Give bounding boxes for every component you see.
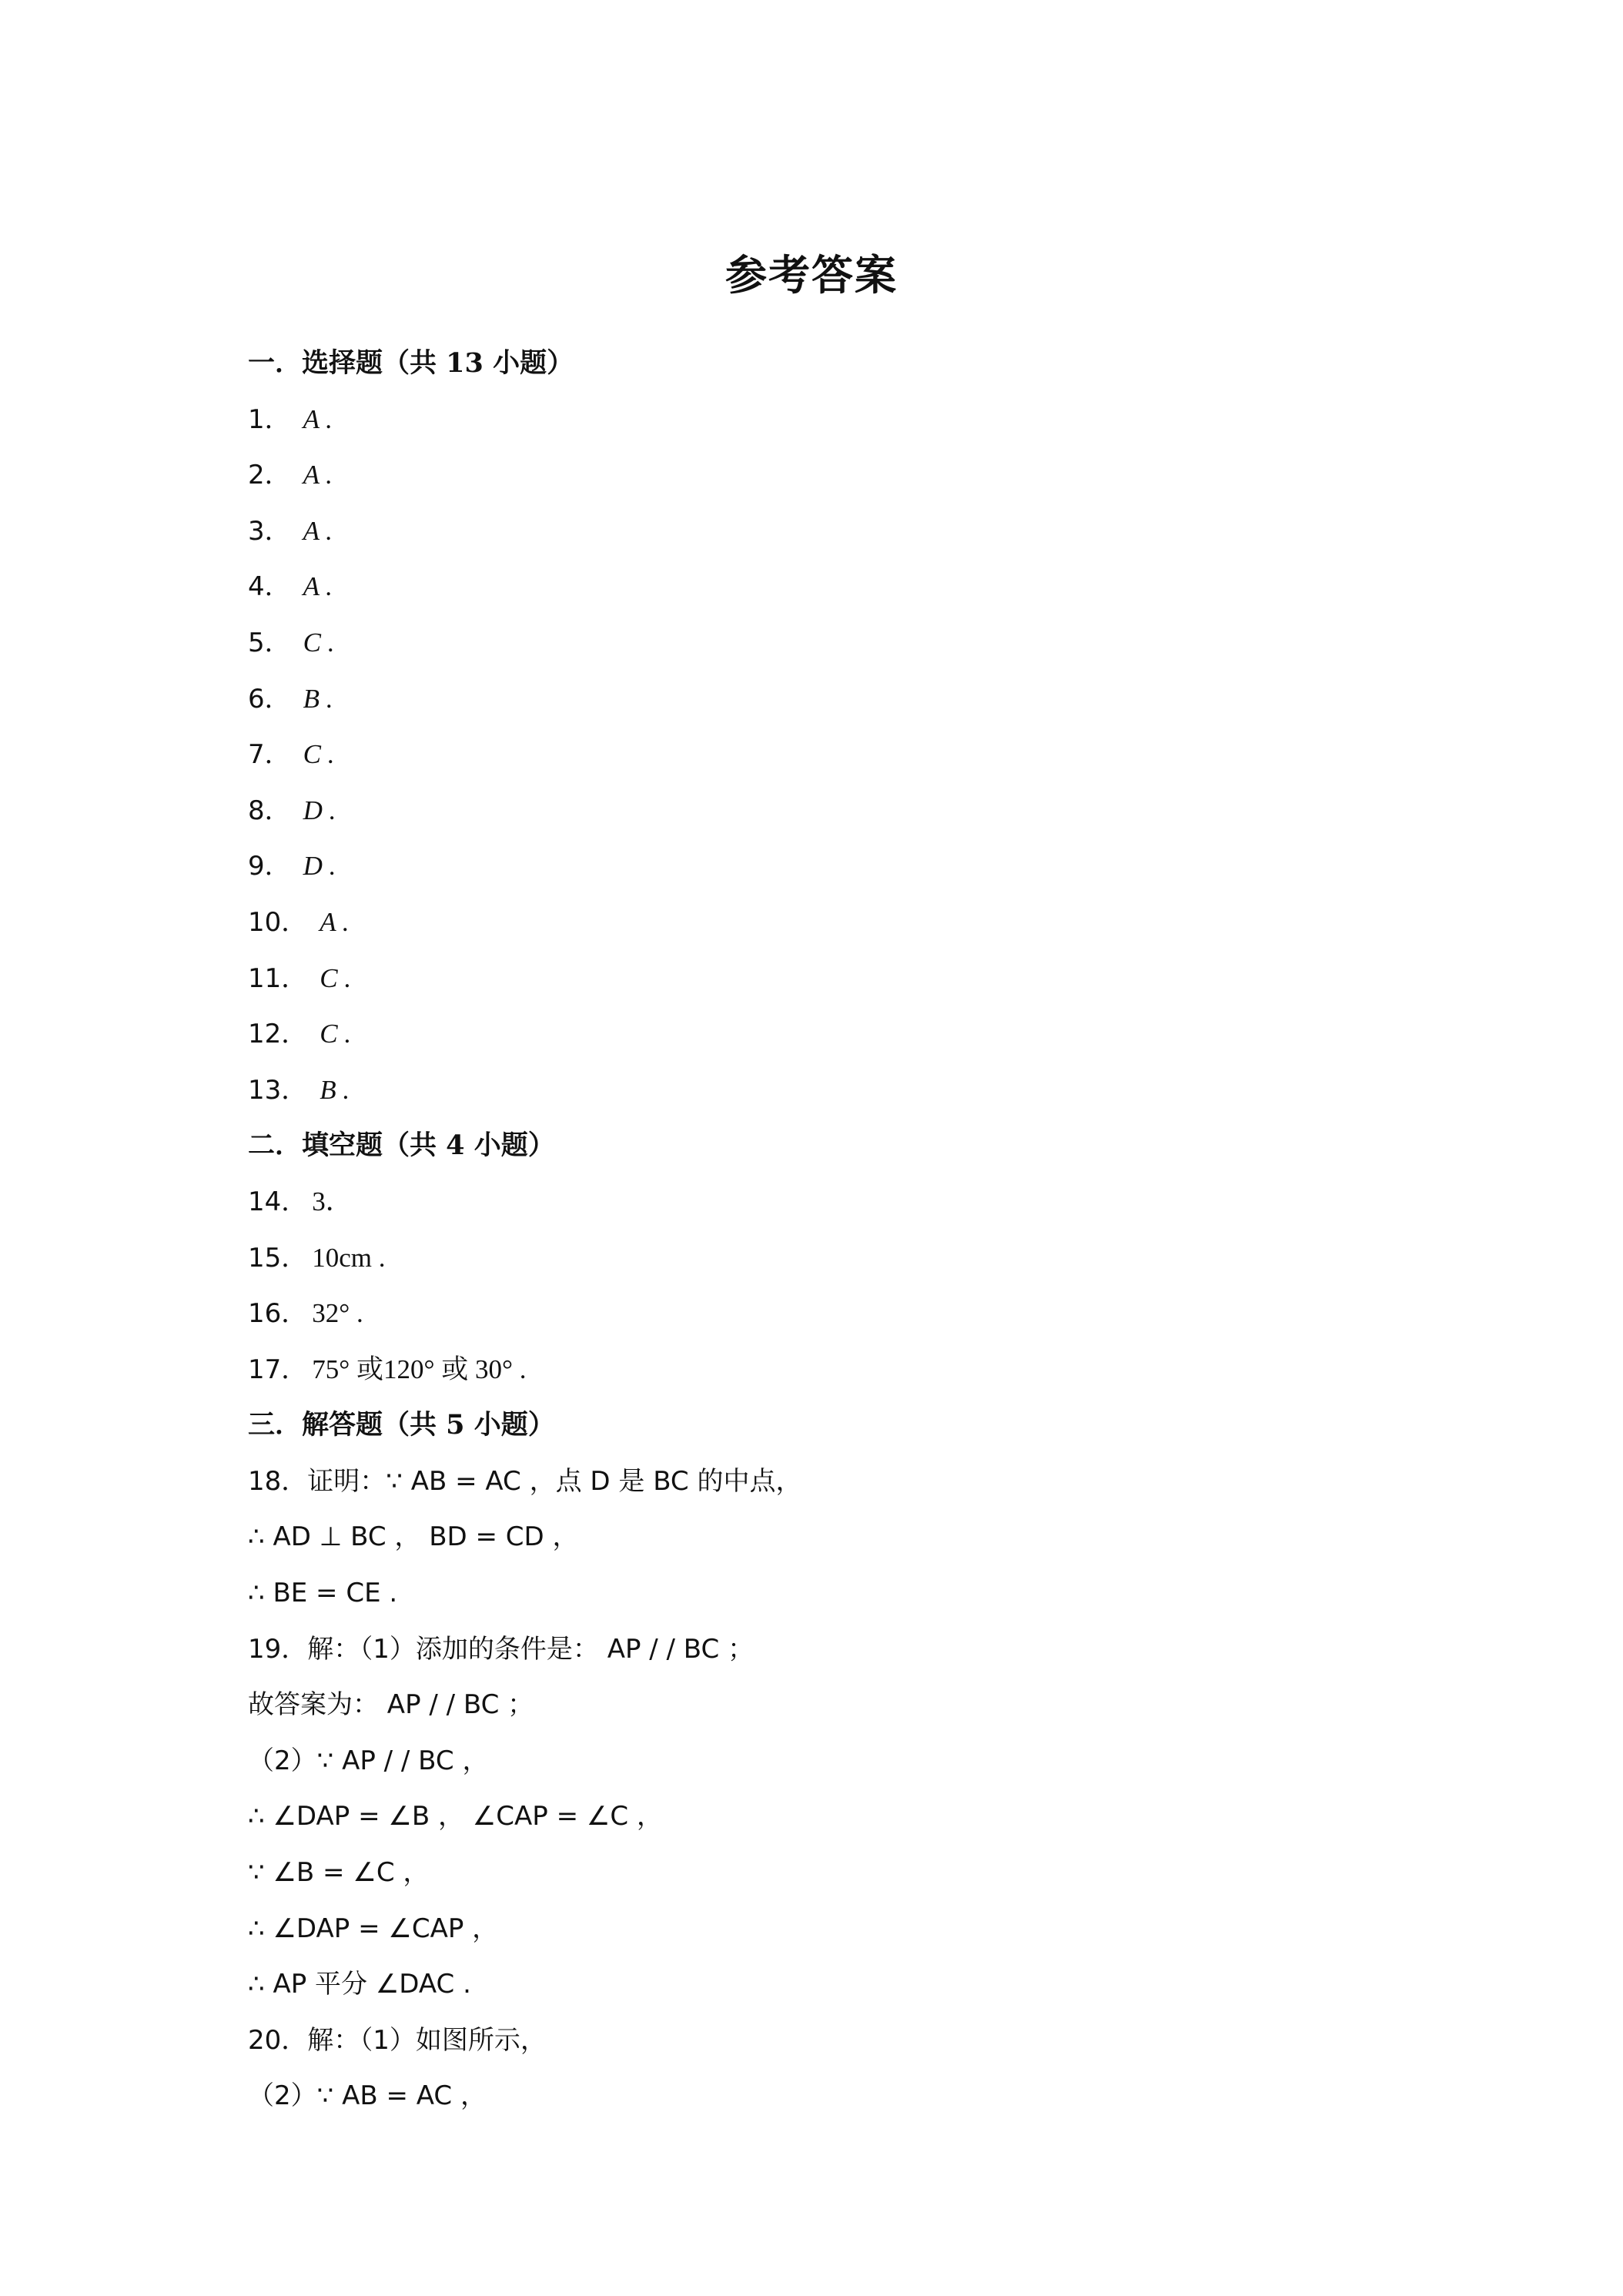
- solution-line: ∴ AD ⊥ BC ， BD = CD ，: [248, 1521, 579, 1553]
- item-number: 14．: [248, 1186, 308, 1217]
- item-number: 12．: [248, 1019, 308, 1050]
- item-number: 16．: [248, 1298, 308, 1330]
- solution-line: ∵ ∠B = ∠C ，: [248, 1857, 430, 1889]
- item-answer: A .: [303, 403, 333, 434]
- item-number: 5．: [248, 627, 291, 658]
- item-answer: A .: [303, 515, 333, 546]
- solution-line: ∴ BE = CE .: [248, 1578, 398, 1609]
- item-number: 9．: [248, 851, 291, 882]
- item-number: 13．: [248, 1074, 308, 1106]
- solution-line: （2）∵ AB = AC ，: [248, 2080, 487, 2112]
- item-answer: 10cm .: [312, 1242, 386, 1273]
- list-item: [248, 951, 1403, 1007]
- item-answer: C .: [303, 627, 335, 658]
- item-answer: A .: [303, 460, 333, 490]
- item-number: 1．: [248, 403, 291, 435]
- list-item: [248, 615, 1403, 671]
- list-item: [248, 392, 1403, 448]
- list-item: [248, 895, 1403, 951]
- solution-line: （2）∵ AP / / BC ，: [248, 1745, 489, 1776]
- section-heading-choice: 一．选择题（共 13 小题）: [248, 347, 574, 379]
- list-item: [248, 727, 1403, 783]
- solution-line: 19．解：（1）添加的条件是： AP / / BC ；: [248, 1633, 755, 1665]
- answer-content: [248, 336, 1403, 2124]
- section-heading-fill: 二．填空题（共 4 小题）: [248, 1130, 555, 1162]
- list-item: [248, 1063, 1403, 1119]
- page-title: 参考答案: [725, 250, 898, 300]
- item-answer: A .: [303, 571, 333, 602]
- list-item: [248, 783, 1403, 839]
- solution-line: 18．证明：∵ AB = AC ，点 D 是 BC 的中点，: [248, 1465, 802, 1497]
- item-answer: D .: [303, 795, 336, 825]
- item-number: 17．: [248, 1354, 308, 1385]
- solution-line: 故答案为： AP / / BC ；: [248, 1689, 534, 1721]
- item-number: 3．: [248, 515, 291, 547]
- list-item: [248, 1230, 1403, 1287]
- list-item: [248, 504, 1403, 560]
- item-answer: D .: [303, 851, 336, 882]
- item-answer: 3．: [312, 1186, 353, 1217]
- list-item: [248, 1342, 1403, 1398]
- solution-line: ∴ AP 平分 ∠DAC .: [248, 1969, 471, 2000]
- item-number: 15．: [248, 1242, 308, 1274]
- item-number: 4．: [248, 571, 291, 603]
- list-item: [248, 1006, 1403, 1063]
- item-number: 7．: [248, 739, 291, 771]
- list-item: [248, 447, 1403, 504]
- item-answer: B .: [303, 683, 333, 714]
- item-answer: C .: [320, 962, 352, 993]
- item-number: 11．: [248, 962, 308, 994]
- list-item: [248, 671, 1403, 728]
- item-number: 10．: [248, 906, 308, 938]
- item-number: 8．: [248, 795, 291, 826]
- item-answer: 32° .: [312, 1298, 363, 1329]
- item-answer: 75° 或120° 或 30° .: [312, 1354, 527, 1384]
- list-item: [248, 1174, 1403, 1230]
- item-number: 2．: [248, 460, 291, 491]
- solution-line: 20．解：（1）如图所示，: [248, 2024, 547, 2056]
- item-answer: C .: [303, 739, 335, 770]
- section-heading-solution: 三．解答题（共 5 小题）: [248, 1409, 555, 1441]
- item-answer: A .: [320, 906, 350, 937]
- list-item: [248, 559, 1403, 615]
- item-answer: C .: [320, 1019, 352, 1049]
- item-answer: B .: [320, 1074, 350, 1105]
- solution-line: ∴ ∠DAP = ∠CAP ，: [248, 1913, 499, 1944]
- item-number: 6．: [248, 683, 291, 715]
- solution-line: ∴ ∠DAP = ∠B ， ∠CAP = ∠C ，: [248, 1801, 663, 1832]
- list-item: [248, 838, 1403, 895]
- list-item: [248, 1286, 1403, 1342]
